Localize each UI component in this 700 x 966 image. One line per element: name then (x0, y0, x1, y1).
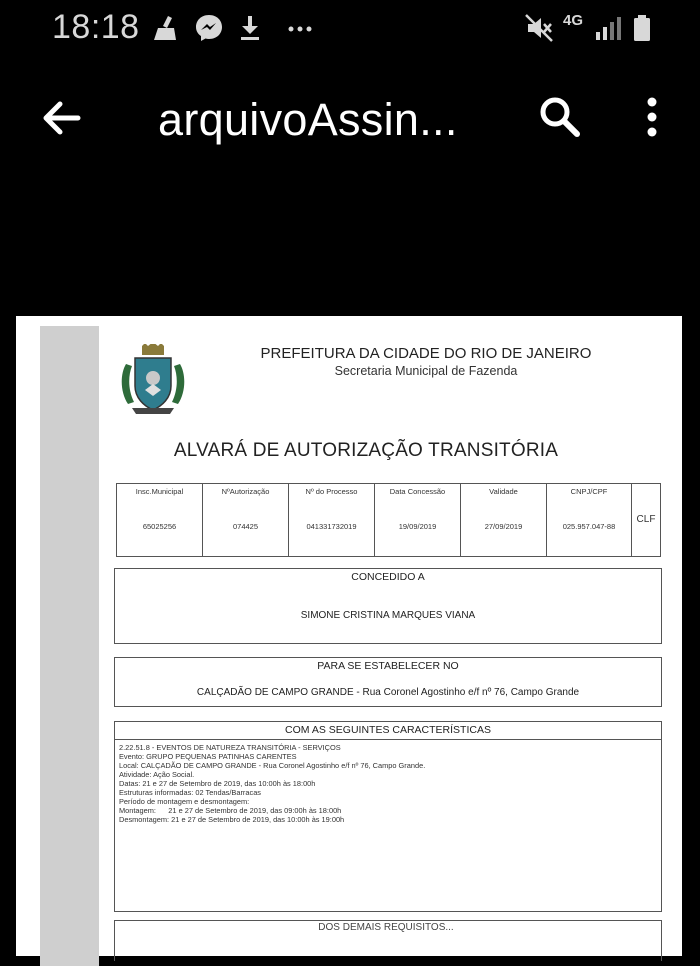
mute-icon (523, 12, 555, 44)
status-time: 18:18 (52, 8, 140, 46)
city-title: PREFEITURA DA CIDADE DO RIO DE JANEIRO (260, 345, 592, 362)
features-body (115, 740, 661, 827)
document-title: ALVARÁ DE AUTORIZAÇÃO TRANSITÓRIA (173, 440, 559, 461)
feature-line: Datas: 21 e 27 de Setembro de 2019, das 10:00h às 18:00h (119, 779, 316, 788)
table-header: Nº do Processo (305, 487, 358, 496)
arrow-left-icon[interactable] (36, 92, 88, 144)
granted-box (114, 568, 662, 644)
feature-line: Evento: GRUPO PEQUENAS PATINHAS CARENTES (119, 752, 297, 761)
table-cell: 025.957.047-88 (562, 522, 616, 531)
info-col-cnpj (547, 484, 632, 556)
info-col-clf (632, 484, 660, 556)
requirements-header: DOS DEMAIS REQUISITOS... (318, 922, 454, 933)
more-vert-icon[interactable] (632, 92, 672, 142)
info-col-processo (289, 484, 375, 556)
download-icon (234, 12, 266, 44)
table-cell: 041331732019 (306, 522, 357, 531)
features-header: COM AS SEGUINTES CARACTERÍSTICAS (115, 722, 661, 740)
search-icon[interactable] (535, 92, 585, 142)
feature-line: Período de montagem e desmontagem: (119, 797, 250, 806)
table-header: Validade (489, 487, 518, 496)
table-cell: 27/09/2019 (484, 522, 523, 531)
feature-line: 2.22.51.8 - EVENTOS DE NATUREZA TRANSITÓRIA - SERVIÇOS (119, 743, 341, 752)
feature-line: Atividade: Ação Social. (119, 770, 195, 779)
table-cell: 65025256 (142, 522, 177, 531)
network-type: 4G (563, 12, 584, 29)
granted-header: CONCEDIDO A (351, 571, 425, 583)
location-address: CALÇADÃO DE CAMPO GRANDE - Rua Coronel Agostinho e/f nº 76, Campo Grande (196, 687, 580, 698)
table-cell: 19/09/2019 (398, 522, 437, 531)
page-margin-stripe (40, 326, 99, 966)
info-table (116, 483, 661, 557)
feature-line: Estruturas informadas: 02 Tendas/Barracas (119, 788, 261, 797)
signal-icon (593, 12, 625, 44)
file-title: arquivoAssin... (158, 94, 458, 145)
clf-label: CLF (636, 514, 656, 525)
table-header: Insc.Municipal (135, 487, 184, 496)
info-col-validade (461, 484, 547, 556)
coat-of-arms-icon (118, 344, 188, 418)
granted-name: SIMONE CRISTINA MARQUES VIANA (300, 610, 476, 621)
location-box (114, 657, 662, 707)
table-cell: 074425 (232, 522, 259, 531)
info-col-concessao (375, 484, 461, 556)
document-page[interactable] (16, 316, 682, 956)
feature-line: Local: CALÇADÃO DE CAMPO GRANDE - Rua Coronel Agostinho e/f nº 76, Campo Grande. (119, 761, 426, 770)
battery-icon (626, 12, 658, 44)
table-header: CNPJ/CPF (570, 487, 608, 496)
cleaner-icon (150, 12, 182, 44)
status-bar (0, 0, 700, 60)
location-header: PARA SE ESTABELECER NO (317, 660, 459, 672)
table-header: Data Concessão (389, 487, 446, 496)
info-col-insc (117, 484, 203, 556)
more-notifications-icon (284, 12, 316, 44)
feature-line: Montagem: 21 e 27 de Setembro de 2019, das 09:00h às 18:00h (119, 806, 342, 815)
table-header: NºAutorização (221, 487, 270, 496)
department-name: Secretaria Municipal de Fazenda (334, 364, 518, 378)
info-col-autorizacao (203, 484, 289, 556)
messenger-icon (193, 12, 225, 44)
features-box (114, 721, 662, 912)
feature-line: Desmontagem: 21 e 27 de Setembro de 2019, das 10:00h às 19:00h (119, 815, 345, 824)
